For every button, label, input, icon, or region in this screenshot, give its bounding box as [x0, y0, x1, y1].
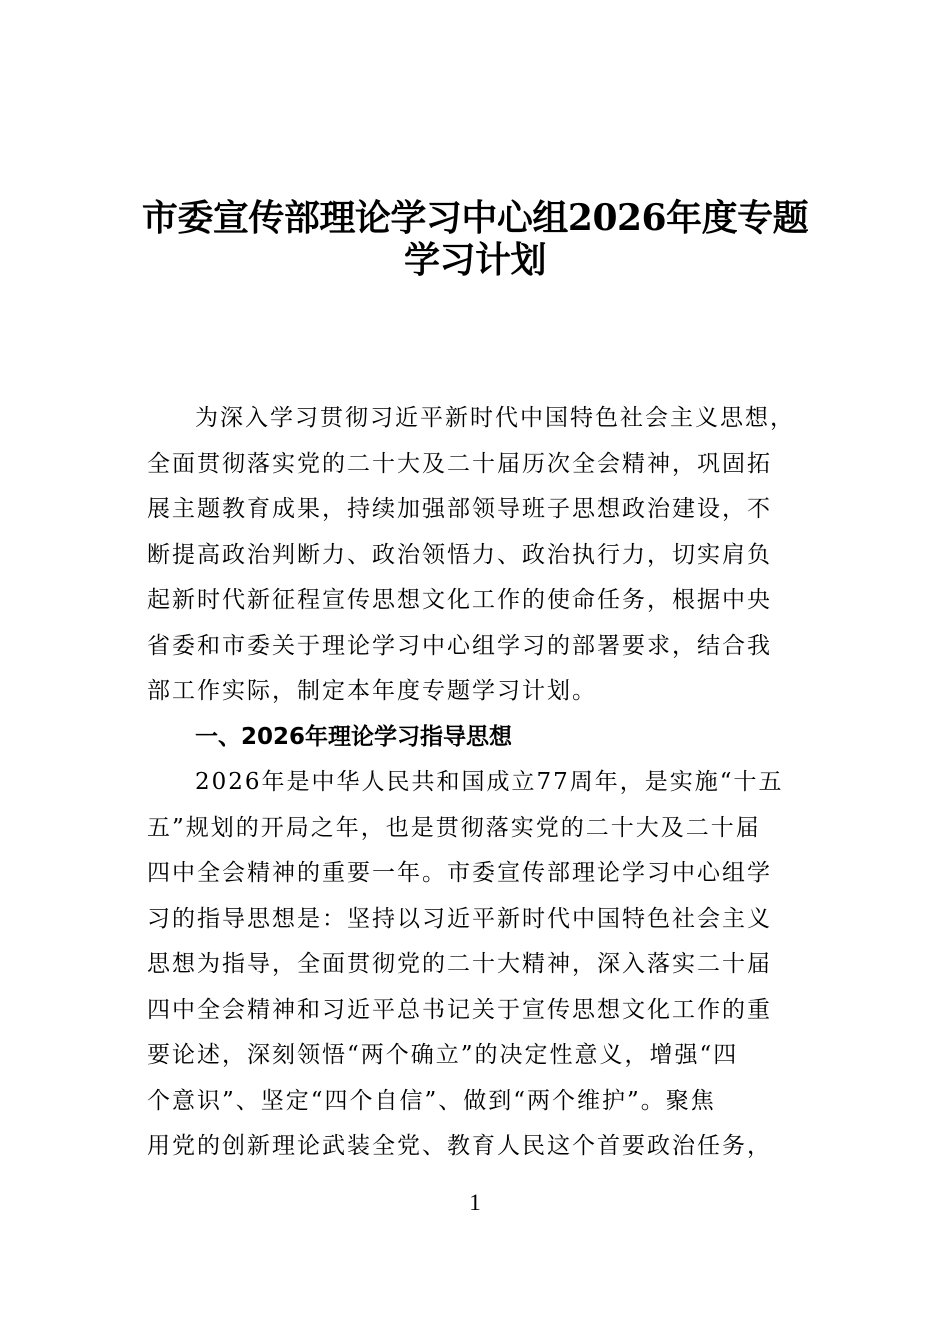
paragraph-1-line: 省委和市委关于理论学习中心组学习的部署要求，结合我 [147, 632, 772, 659]
document-title-line-2: 学习计划 [403, 239, 546, 281]
paragraph-2-line: 四中全会精神的重要一年。市委宣传部理论学习中心组学 [147, 860, 772, 886]
section-heading-1: 一、2026年理论学习指导思想 [195, 723, 513, 750]
document-title-line-1: 市委宣传部理论学习中心组2026年度专题 [141, 197, 809, 239]
paragraph-1-line: 为深入学习贯彻习近平新时代中国特色社会主义思想， [195, 405, 795, 431]
paragraph-2-line: 五”规划的开局之年，也是贯彻落实党的二十大及二十届 [147, 814, 761, 841]
paragraph-1-line: 断提高政治判断力、政治领悟力、政治执行力，切实肩负 [147, 541, 772, 568]
paragraph-1-line: 部工作实际，制定本年度专题学习计划。 [147, 678, 597, 704]
page-number: 1 [469, 1190, 481, 1215]
paragraph-2-line: 用党的创新理论武装全党、教育人民这个首要政治任务， [147, 1133, 772, 1159]
document-body [147, 396, 817, 1170]
paragraph-2-line: 2026年是中华人民共和国成立77周年，是实施“十五 [195, 769, 784, 795]
paragraph-1-line: 全面贯彻落实党的二十大及二十届历次全会精神，巩固拓 [147, 450, 772, 477]
paragraph-2-line: 习的指导思想是：坚持以习近平新时代中国特色社会主义 [147, 905, 772, 932]
paragraph-2-line: 思想为指导，全面贯彻党的二十大精神，深入落实二十届 [147, 951, 772, 977]
paragraph-2-line: 要论述，深刻领悟“两个确立”的决定性意义，增强“四 [147, 1042, 739, 1068]
paragraph-1-line: 起新时代新征程宣传思想文化工作的使命任务，根据中央 [147, 587, 772, 613]
paragraph-2-line: 个意识”、坚定“四个自信”、做到“两个维护”。聚焦 [147, 1087, 716, 1114]
paragraph-2-line: 四中全会精神和习近平总书记关于宣传思想文化工作的重 [147, 996, 772, 1023]
paragraph-1-line: 展主题教育成果，持续加强部领导班子思想政治建设，不 [147, 496, 772, 522]
